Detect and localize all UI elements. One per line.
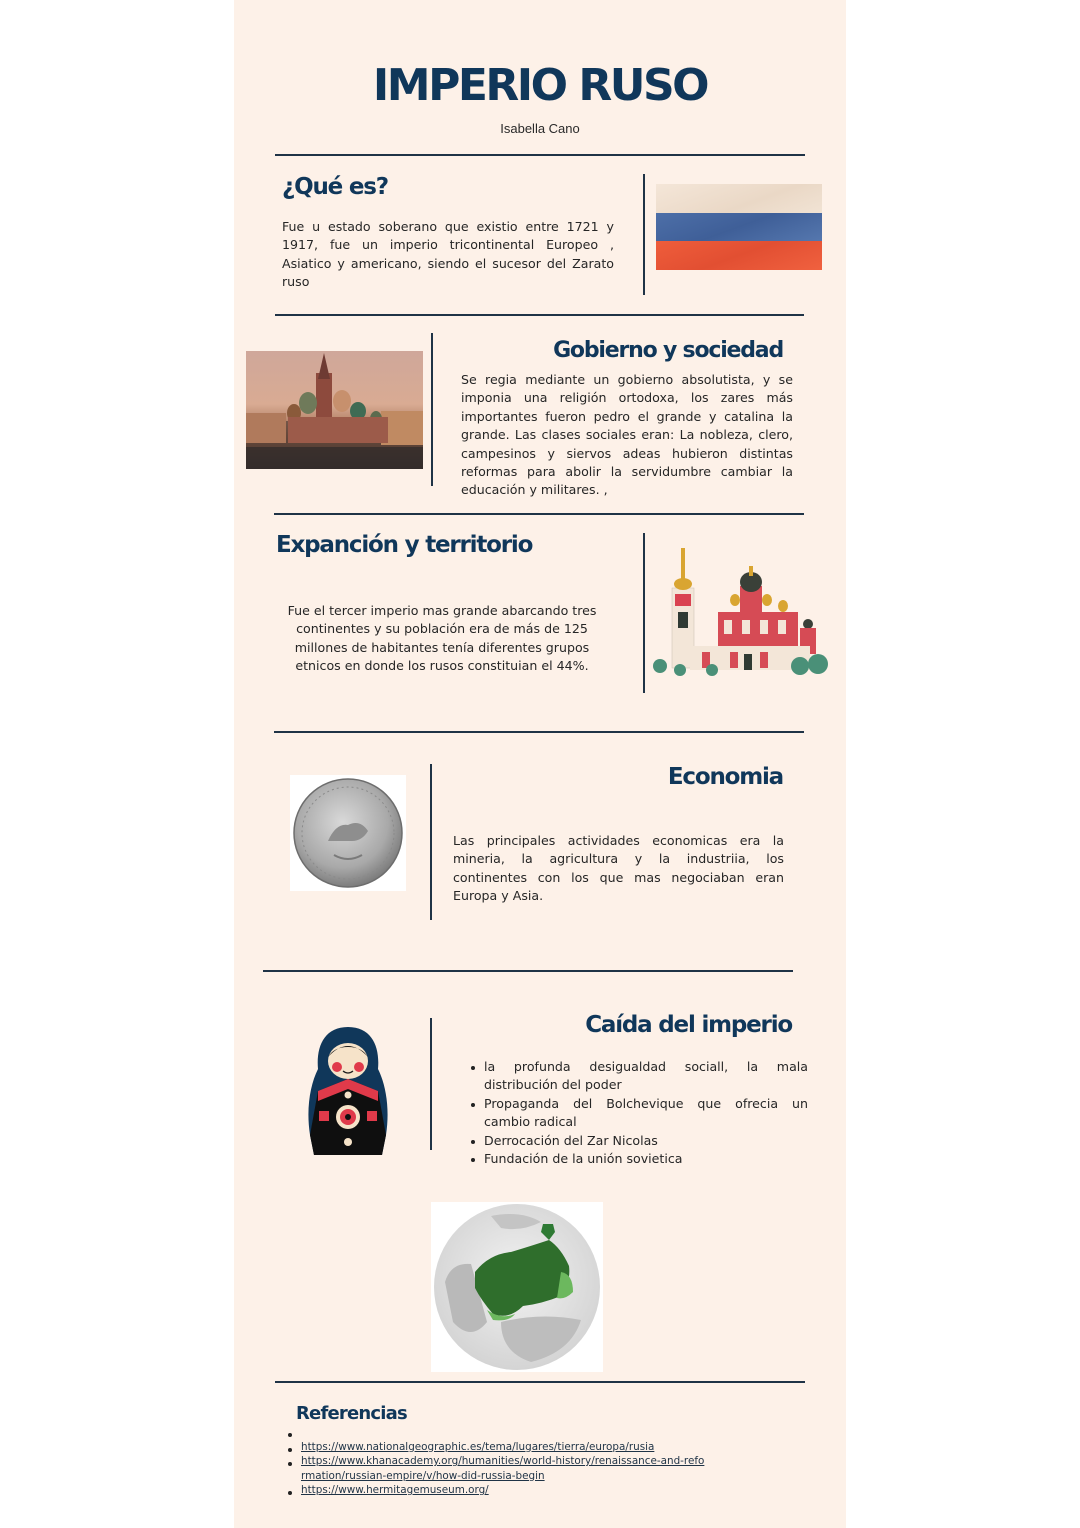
reference-link[interactable]: https://www.hermitagemuseum.org/ xyxy=(301,1484,489,1496)
section-text-gobierno: Se regia mediante un gobierno absolutista, y se imponia una religión ortodoxa, los zares más importantes fueron pedro el grande y catalina la grande. Las clases sociales eran: La nobleza, clero, campesinos y siervos adeas hubieron distintas reformas para abolir la servidumbre cambiar la educación y militares. , xyxy=(461,372,793,498)
divider xyxy=(275,154,805,156)
section-heading-referencias: Referencias xyxy=(296,1403,407,1424)
section-text-que-es: Fue u estado soberano que existio entre 1721 y 1917, fue un imperio tricontinental Europeo , Asiatico y americano, siendo el sucesor del Zarato ruso xyxy=(282,219,614,290)
vertical-divider xyxy=(430,764,432,920)
divider xyxy=(274,513,804,515)
section-heading-que-es: ¿Qué es? xyxy=(282,174,388,200)
section-heading-expansion: Expanción y territorio xyxy=(276,532,533,558)
author-name: Isabella Cano xyxy=(500,121,580,136)
reference-item xyxy=(301,1454,706,1483)
vertical-divider xyxy=(643,533,645,693)
section-text-expansion: Fue el tercer imperio mas grande abarcando tres continentes y su población era de más de 125 millones de habitantes tenía diferentes grupos etnicos en donde los rusos constituian el 44%. xyxy=(287,603,597,674)
coin-photo xyxy=(290,775,406,891)
reference-link[interactable]: https://www.khanacademy.org/humanities/world-history/renaissance-and-reformation/russian-empire/v/how-did-russia-begin xyxy=(301,1455,705,1482)
matryoshka-doll-illustration xyxy=(306,1025,390,1157)
list-item: Fundación de la unión sovietica xyxy=(484,1150,808,1168)
divider xyxy=(274,731,804,733)
russian-flag-image xyxy=(656,184,822,270)
list-item: Derrocación del Zar Nicolas xyxy=(484,1132,808,1150)
saint-basils-cathedral-photo xyxy=(246,351,423,469)
divider xyxy=(275,1381,805,1383)
section-text-economia: Las principales actividades economicas era la mineria, la agricultura y la industriia, los continentes con los que mas negociaban eran Europa y Asia. xyxy=(453,833,784,904)
page-title: IMPERIO RUSO xyxy=(372,60,708,111)
vertical-divider xyxy=(643,174,645,295)
reference-item xyxy=(301,1483,731,1498)
reference-item xyxy=(301,1425,731,1440)
causes-list xyxy=(468,1058,808,1168)
reference-item xyxy=(301,1440,731,1455)
list-item: la profunda desigualdad sociall, la mala distribución del poder xyxy=(484,1058,808,1095)
divider xyxy=(263,970,793,972)
section-heading-caida: Caída del imperio xyxy=(585,1012,792,1038)
section-heading-economia: Economia xyxy=(667,764,783,790)
list-item: Propaganda del Bolchevique que ofrecia un cambio radical xyxy=(484,1095,808,1132)
russian-empire-globe-map xyxy=(431,1202,603,1372)
vertical-divider xyxy=(430,1018,432,1150)
orthodox-church-illustration xyxy=(650,542,830,682)
divider xyxy=(275,314,804,316)
references-list xyxy=(285,1425,731,1498)
reference-link[interactable]: https://www.nationalgeographic.es/tema/lugares/tierra/europa/rusia xyxy=(301,1440,655,1453)
section-heading-gobierno: Gobierno y sociedad xyxy=(553,338,783,363)
vertical-divider xyxy=(431,333,433,486)
